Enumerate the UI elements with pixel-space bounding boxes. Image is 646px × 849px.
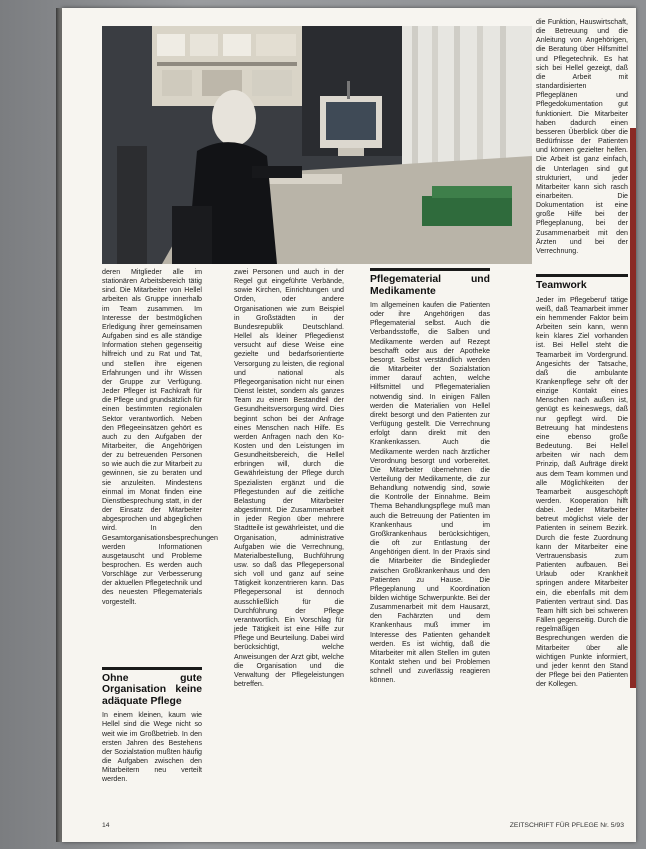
page-number: 14 (102, 822, 110, 829)
column-3-body: Im allgemeinen kaufen die Patienten oder ihre Angehörigen das Pflegematerial selbst. Auch die Verbandsstoffe, die Salben und Medikamente werden auf Rezept beschafft oder aus der Apotheke besorgt. Selbst verständlich werden die Mitarbeiter der Sozialstation immer darauf achten, welche Hilfsmittel und Pflegematerialien notwendig sind. In einigen Fällen werden die Materialien von Hellel direkt besorgt und den Patienten zur Verfügung gestellt. Die Verrechnung erfolgt dann direkt mit den Krankenkassen. Auch die Medikamente werden nach ärztlicher Verordnung besorgt und vorbereitet. Die Mitarbeiter übernehmen die Verteilung der Medikamente, die zur Behandlung notwendig sind, sowie die Kontrolle der Einnahme. Beim Thema Behandlungspflege muß man auch die Betreuung der Patienten im Krankenhaus und im Großkrankenhaus berücksichtigen, die oft zur Entlastung der Angehörigen dient. In der Praxis sind die Mitarbeiter die Bindeglieder zwischen Großkrankenhaus und den Patienten zu Hause. Die Pflegeplanung und Koordination bilden wichtige Schwerpunkte. Bei der Zusammenarbeit mit dem Hausarzt, den Fachärzten und dem Krankenhaus muß immer im Interesse des Patienten gehandelt werden. Es ist wichtig, daß die Mitarbeiter mit allen Stellen im guten Kontakt stehen und bei Problemen schnell und zuverlässig reagieren können. (370, 301, 490, 685)
section-rule (370, 268, 490, 271)
text-column-2 (234, 268, 344, 823)
text-column-4 (536, 18, 628, 823)
section-rule (102, 667, 202, 670)
column-4-body: die Funktion, Hauswirtschaft, die Betreuung und die Anleitung von Angehörigen, die Beratung über Hilfsmittel und Pflegetechnik. Es hat sich bei Hellel gezeigt, daß die Arbeit mit standardisierten Pflegeplänen und Pflegedokumentation gut funktioniert. Die Mitarbeiter haben dadurch einen besseren Überblick über die Bedürfnisse der Patienten und können gezielter helfen. Die Arbeit ist ganz einfach, die Unterlagen sind gut strukturiert, und jeder Mitarbeiter kann sich rasch einarbeiten. Die Dokumentation ist eine große Hilfe bei der Pflegeplanung, bei der Zusammenarbeit mit den Ärzten und bei der Verrechnung. (536, 18, 628, 255)
column-1-body: deren Mitglieder alle im stationären Arbeitsbereich tätig sind. Die Mitarbeiter von Hellel arbeiten als Gruppe innerhalb im Team zusammen. Im Interesse der bestmöglichen Erledigung ihrer gemeinsamen Aufgaben sind es alle ständige Information stehen gegenseitig hilfreich und zu Rat und Tat, und stellen ihre eigenen Erfahrungen und ihr Wissen der Gruppe zur Verfügung. Jeder Pfleger ist Fachkraft für die Pflege und grundsätzlich für einen bestimmten regionalen Sektor verantwortlich. Neben den Pflegeeinsätzen gehört es auch zu den Aufgaben der Mitarbeiter, die Angehörigen der zu betreuenden Personen so wie auch die zur Mitarbeit zu gewinnen, sie zu beraten und sie anzuleiten. Mindestens einmal im Monat finden eine Dienstbesprechung statt, in der der Einsatz der Mitarbeiter abgesprochen und abgeglichen wird. In den Gesamtorganisationsbesprechungen werden Informationen ausgetauscht und Probleme besprochen. Es werden auch Vorschläge zur Verbesserung der aktuellen Pflegetechnik und des neuesten Pflegematerials vorgestellt. (102, 268, 218, 606)
column-4-body-2: Jeder im Pflegeberuf tätige weiß, daß Teamarbeit immer ein hemmender Faktor beim Arbeiten sein kann, wenn kein klares Ziel vorhanden ist. Bei Hellel steht die Teamarbeit im Vordergrund. Angesichts der Tatsache, daß die ambulante Krankenpflege sehr oft der einzige Kontakt eines Menschen nach außen ist, genügt es keineswegs, daß nur gepflegt wird. Die Betreuung hat mindestens eine ebenso große Bedeutung. Bei Hellel arbeiten wir nach dem Prinzip, daß Aufträge direkt aus dem Team kommen und alle Möglichkeiten der Teamarbeit ausgeschöpft werden. Kooperation hilft dabei. Jeder Mitarbeiter betreut möglichst viele der Patienten in seinem Bezirk. Durch die feste Zuordnung kann der Mitarbeiter eine Vertrauensbasis zum Patienten aufbauen. Bei Urlaub oder Krankheit springen andere Mitarbeiter ein, die ebenfalls mit dem Patienten vertraut sind. Das Team hilft sich bei schweren Fällen gegenseitig. Durch die regelmäßigen Besprechungen werden die Mitarbeiter über alle wichtigen Punkte informiert, und jeder kennt den Stand der Pflege bei den Patienten der Kollegen. (536, 295, 628, 689)
office-photo-illustration (102, 26, 532, 264)
text-column-1 (102, 268, 218, 784)
magazine-page (62, 8, 636, 842)
section-rule (536, 274, 628, 277)
office-photo (102, 26, 532, 264)
footer-publication: ZEITSCHRIFT FÜR PFLEGE Nr. 5/93 (509, 822, 624, 829)
section-heading-organisation: Ohne gute Organisation keine adäquate Pflege (102, 672, 202, 707)
section-heading-teamwork: Teamwork (536, 280, 587, 292)
page-edge-band (630, 128, 636, 688)
column-1-body-2: In einem kleinen, kaum wie Hellel sind die Wege nicht so weit wie im Großbetrieb. In den ersten Jahren des Bestehens der Sozialstation mußten häufig die Aufgaben zwischen den Mitarbeitern neu verteilt werden. (102, 711, 202, 784)
text-column-3 (370, 268, 490, 823)
column-2-body: zwei Personen und auch in der Regel gut eingeführte Verbände, sowie Kirchen, Einrichtungen und Orden, oder andere Organisationen wie zum Beispiel in Großstädten in der Bundesrepublik Deutschland. Hellel als kleiner Pflegedienst versucht auf diese Weise eine gezielte und bedarfsorientierte Versorgung zu leisten, die regional und national als Pflegeorganisation nicht nur einen Dienst leistet, sondern als ganzes Team zu einem Bestandteil der Gesundheitsversorgung wird. Dies beginnt schon bei der Anfrage eines Menschen nach Hilfe. Es werden Anfragen nach den Ko-Kosten und den Leistungen im Gesundheitsbereich, die Hellel erbringen will, durch die Gewährleistung der Pflege durch Spezialisten ergänzt und die Pflegestunden auf die zeitliche Belastung der Mitarbeiter abgestimmt. Die Zusammenarbeit in jeder Region über mehrere Stadtteile ist gewährleistet, und die Organisation, administrative Aufgaben wie die Verrechnung, Materialbestellung, Buchführung usw. so daß das Pflegepersonal sich voll und ganz auf seine Tätigkeit konzentrieren kann. Das Pflegepersonal ist dennoch ausschließlich für die Durchführung der Pflege verantwortlich. Ein Vorschlag für jede Tätigkeit ist eine Hilfe zur Pflege und Beurteilung. Dabei wird berücksichtigt, welche Anweisungen der Arzt gibt, welche die Organisation und die Verwaltung der Pflegeleistungen betreffen. (234, 268, 344, 689)
section-heading-pflegematerial: Pflegematerial und Medikamente (370, 274, 490, 297)
